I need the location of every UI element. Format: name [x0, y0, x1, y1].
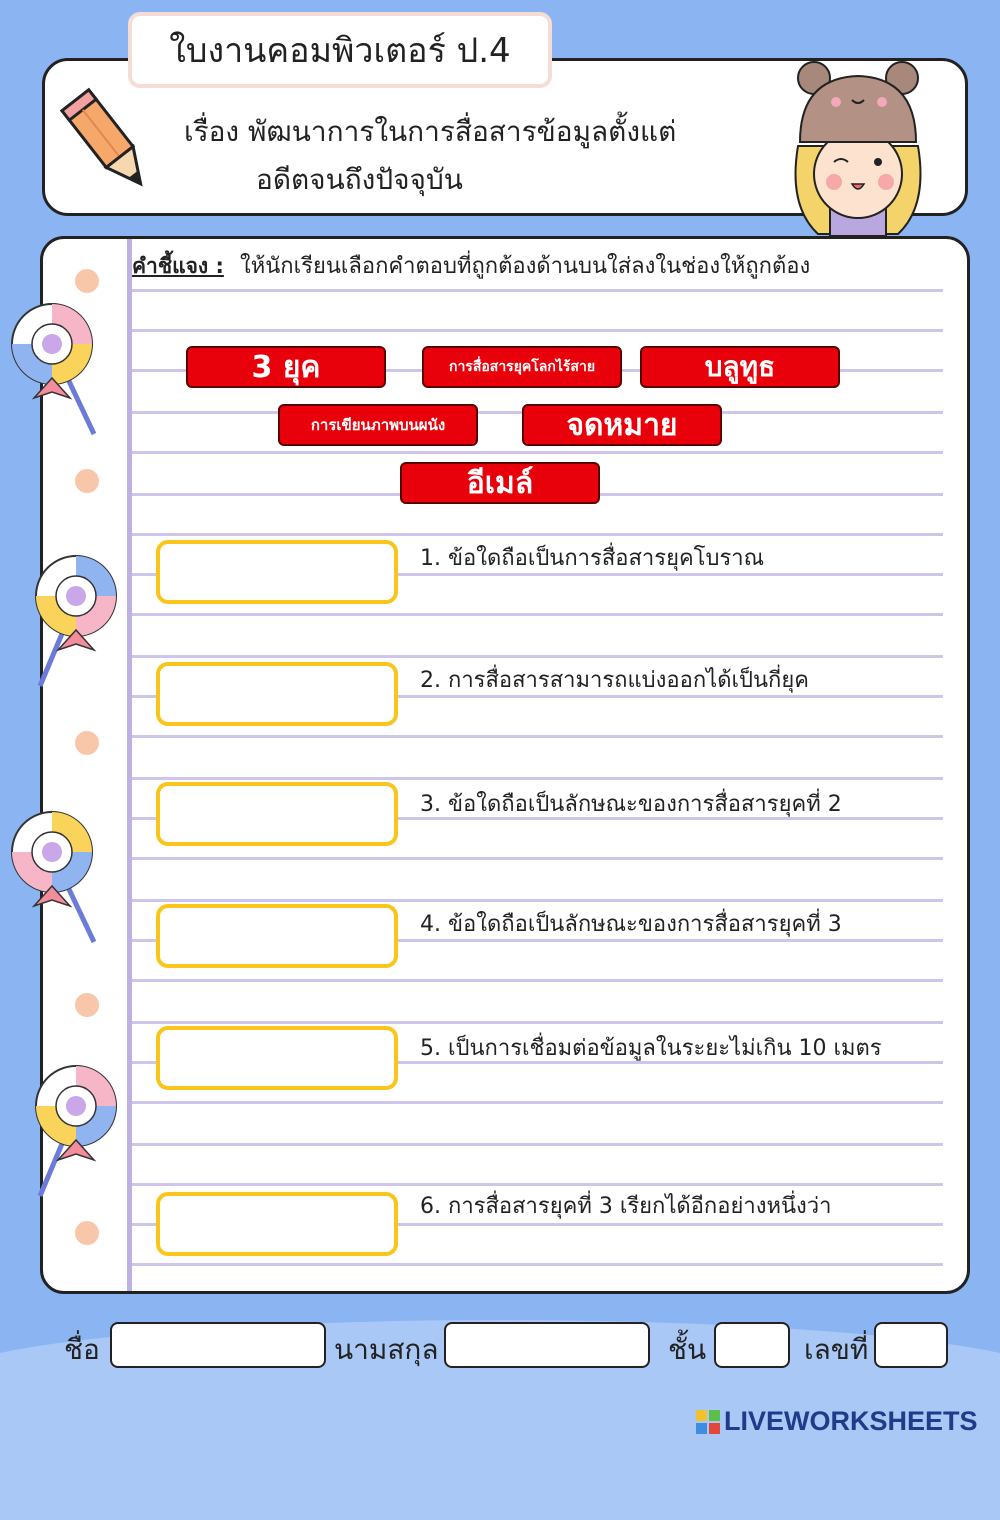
question-6: [420, 1188, 831, 1223]
class-label: ชั้น: [668, 1333, 707, 1366]
ruled-line: [132, 979, 943, 982]
liveworksheets-logo-icon: [696, 1410, 720, 1434]
ruled-line: [132, 1183, 943, 1186]
question-text: การสื่อสารยุคที่ 3 เรียกได้อีกอย่างหนึ่งว่า: [448, 1194, 832, 1219]
question-number: 2.: [420, 668, 441, 693]
number-label: เลขที่: [804, 1333, 869, 1366]
ruled-line: [132, 613, 943, 616]
lollipop-icon: [22, 1060, 122, 1200]
instructions-text: ให้นักเรียนเลือกคำตอบที่ถูกต้องด้านบนใส่ลงในช่องให้ถูกต้อง: [240, 254, 811, 279]
choice-chip-wall-painting[interactable]: การเขียนภาพบนผนัง: [278, 404, 478, 446]
question-5: [420, 1030, 882, 1065]
number-field[interactable]: [874, 1322, 948, 1368]
ruled-line: [132, 857, 943, 860]
liveworksheets-brand: [696, 1406, 978, 1437]
answer-box-5[interactable]: [156, 1026, 398, 1090]
binder-hole: [75, 1221, 99, 1245]
topic-line-2: อดีตจนถึงปัจจุบัน: [256, 163, 463, 196]
choice-chip-email[interactable]: อีเมล์: [400, 462, 600, 504]
ruled-line: [132, 289, 943, 292]
ruled-line: [132, 451, 943, 454]
question-text: การสื่อสารสามารถแบ่งออกได้เป็นกี่ยุค: [448, 668, 809, 693]
instructions-label: คำชี้แจง :: [132, 254, 224, 278]
question-number: 1.: [420, 546, 441, 571]
surname-field[interactable]: [444, 1322, 650, 1368]
pencil-icon: [60, 78, 160, 208]
ruled-line: [132, 777, 943, 780]
lollipop-icon: [8, 298, 108, 438]
lollipop-icon: [8, 806, 108, 946]
question-2: [420, 662, 809, 697]
worksheet-title-text: ใบงานคอมพิวเตอร์ ป.4: [169, 31, 511, 71]
binder-hole: [75, 993, 99, 1017]
brand-text: LIVEWORKSHEETS: [724, 1406, 978, 1436]
lollipop-icon: [22, 550, 122, 690]
worksheet-title: [128, 12, 552, 88]
question-text: ข้อใดถือเป็นการสื่อสารยุคโบราณ: [448, 546, 765, 571]
name-field[interactable]: [110, 1322, 326, 1368]
question-number: 5.: [420, 1036, 441, 1061]
question-number: 6.: [420, 1194, 441, 1219]
ruled-line: [132, 655, 943, 658]
question-text: เป็นการเชื่อมต่อข้อมูลในระยะไม่เกิน 10 เมตร: [448, 1036, 882, 1061]
question-4: [420, 906, 842, 941]
answer-box-2[interactable]: [156, 662, 398, 726]
question-text: ข้อใดถือเป็นลักษณะของการสื่อสารยุคที่ 2: [448, 792, 842, 817]
margin-line: [127, 239, 132, 1291]
class-field[interactable]: [714, 1322, 790, 1368]
ruled-line: [132, 329, 943, 332]
ruled-line: [132, 735, 943, 738]
answer-box-3[interactable]: [156, 782, 398, 846]
question-1: [420, 540, 764, 575]
choice-chip-wireless-era[interactable]: การสื่อสารยุคโลกไร้สาย: [422, 346, 622, 388]
name-label: ชื่อ: [64, 1333, 100, 1366]
binder-hole: [75, 731, 99, 755]
binder-hole: [75, 469, 99, 493]
choice-chip-bluetooth[interactable]: บลูทูธ: [640, 346, 840, 388]
question-number: 4.: [420, 912, 441, 937]
ruled-line: [132, 1021, 943, 1024]
topic: [184, 108, 784, 204]
bear-hat-girl-illustration: [778, 56, 938, 236]
choice-chip-letter[interactable]: จดหมาย: [522, 404, 722, 446]
choice-chip-3-eras[interactable]: 3 ยุค: [186, 346, 386, 388]
answer-box-1[interactable]: [156, 540, 398, 604]
question-3: [420, 786, 842, 821]
notebook-page: [40, 236, 970, 1294]
question-text: ข้อใดถือเป็นลักษณะของการสื่อสารยุคที่ 3: [448, 912, 842, 937]
ruled-line: [132, 899, 943, 902]
ruled-line: [132, 1101, 943, 1104]
binder-hole: [75, 269, 99, 293]
ruled-line: [132, 1143, 943, 1146]
question-number: 3.: [420, 792, 441, 817]
ruled-line: [132, 533, 943, 536]
ruled-line: [132, 1263, 943, 1266]
surname-label: นามสกุล: [334, 1333, 439, 1366]
answer-box-6[interactable]: [156, 1192, 398, 1256]
answer-box-4[interactable]: [156, 904, 398, 968]
topic-line-1: เรื่อง พัฒนาการในการสื่อสารข้อมูลตั้งแต่: [184, 115, 677, 148]
